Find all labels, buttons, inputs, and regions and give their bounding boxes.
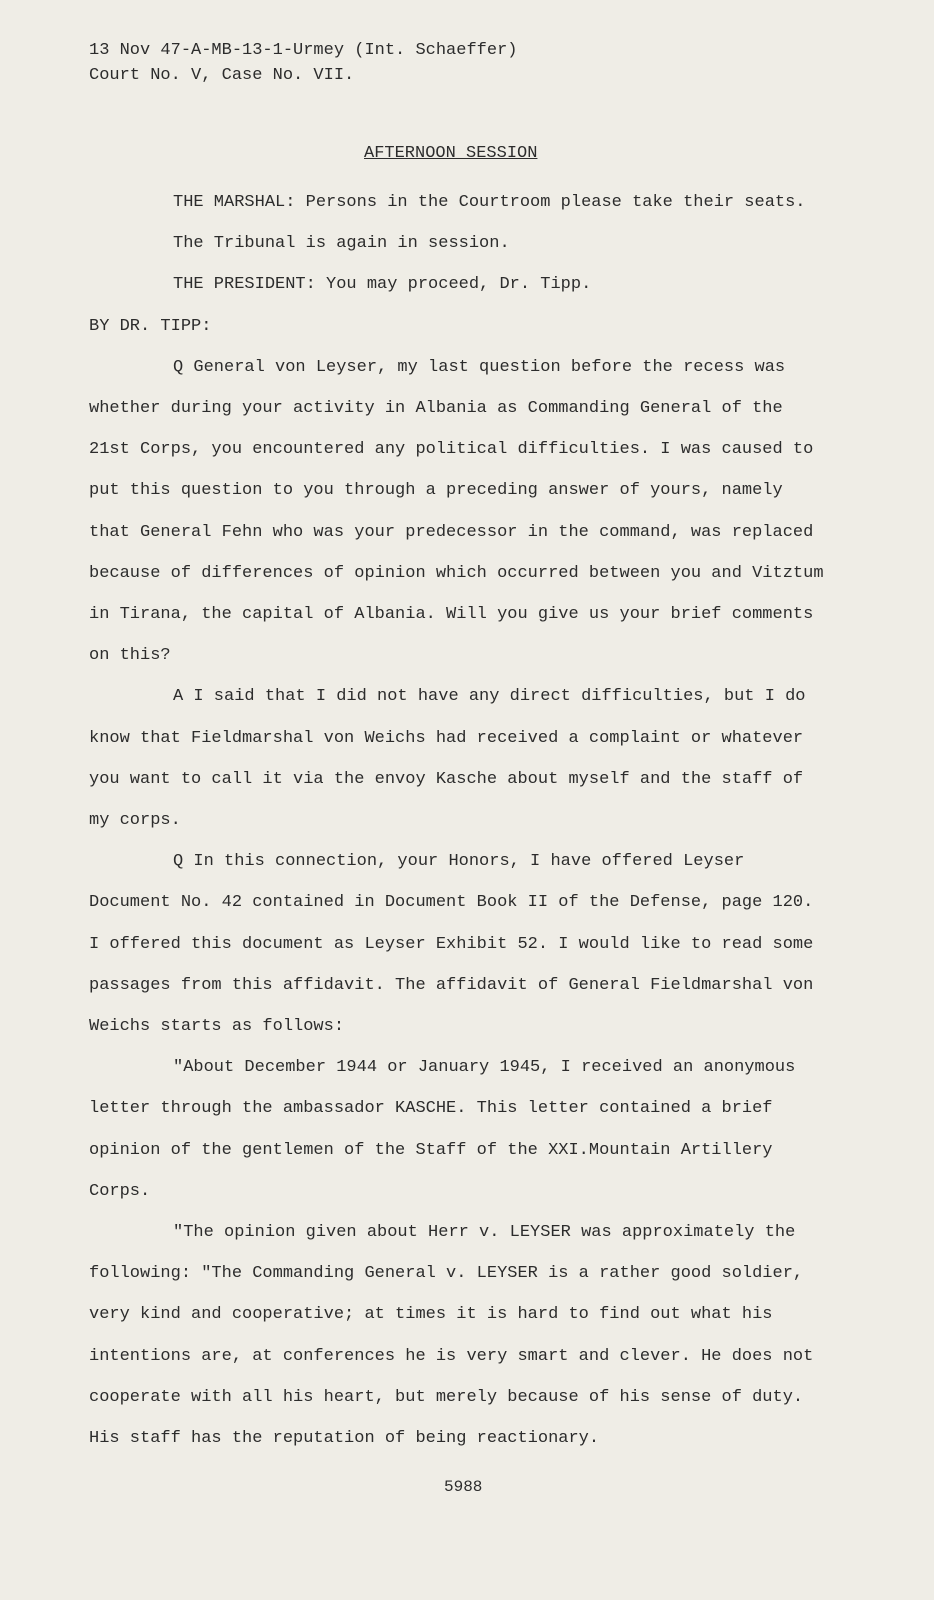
paragraph-question-2: Q In this connection, your Honors, I have offered Leyser Document No. 42 contained in Document Book II of the Defense, page 120. I offered this document as Leyser Exhibit 52. I would like to read some passages from this affidavit. The affidavit of General Fieldmarshal von Weichs starts as follows: [89, 852, 814, 1037]
paragraph-marshal: THE MARSHAL: Persons in the Courtroom please take their seats. [173, 193, 806, 212]
paragraph-answer-1: A I said that I did not have any direct difficulties, but I do know that Fieldmarshal von Weichs had received a complaint or whatever you want to call it via the envoy Kasche about myself and the staff of my corps. [89, 687, 806, 831]
header-line-2: Court No. V, Case No. VII. [89, 66, 355, 85]
document-header [89, 38, 517, 88]
page-number: 5988 [444, 1478, 483, 1496]
session-title: AFTERNOON SESSION [364, 144, 538, 163]
paragraph-question-1: Q General von Leyser, my last question before the recess was whether during your activity in Albania as Commanding General of the 21st Corps, you encountered any political difficulties. I was caused to put this question to you through a preceding answer of yours, namely that General Fehn who was your predecessor in the command, was replaced because of differences of opinion which occurred between you and Vitztum in Tirana, the capital of Albania. Will you give us your brief comments on this? [89, 357, 824, 666]
paragraph-quote-2: "The opinion given about Herr v. LEYSER was approximately the following: "The Commanding General v. LEYSER is a rather good soldier, very kind and cooperative; at times it is hard to find out what his intentions are, at conferences he is very smart and clever. He does not cooperate with all his heart, but merely because of his sense of duty. His staff has the reputation of being reactionary. [89, 1223, 814, 1449]
paragraph-tribunal: The Tribunal is again in session. [173, 234, 510, 254]
transcript-body [89, 182, 829, 1459]
header-line-1: 13 Nov 47-A-MB-13-1-Urmey (Int. Schaeffer) [89, 41, 518, 60]
paragraph-by-dr-tipp: BY DR. TIPP: [89, 316, 212, 336]
paragraph-quote-1: "About December 1944 or January 1945, I received an anonymous letter through the ambassador KASCHE. This letter contained a brief opinion of the gentlemen of the Staff of the XXI.Mountain Artillery Corps. [89, 1058, 796, 1201]
paragraph-president: THE PRESIDENT: You may proceed, Dr. Tipp. [173, 275, 592, 295]
